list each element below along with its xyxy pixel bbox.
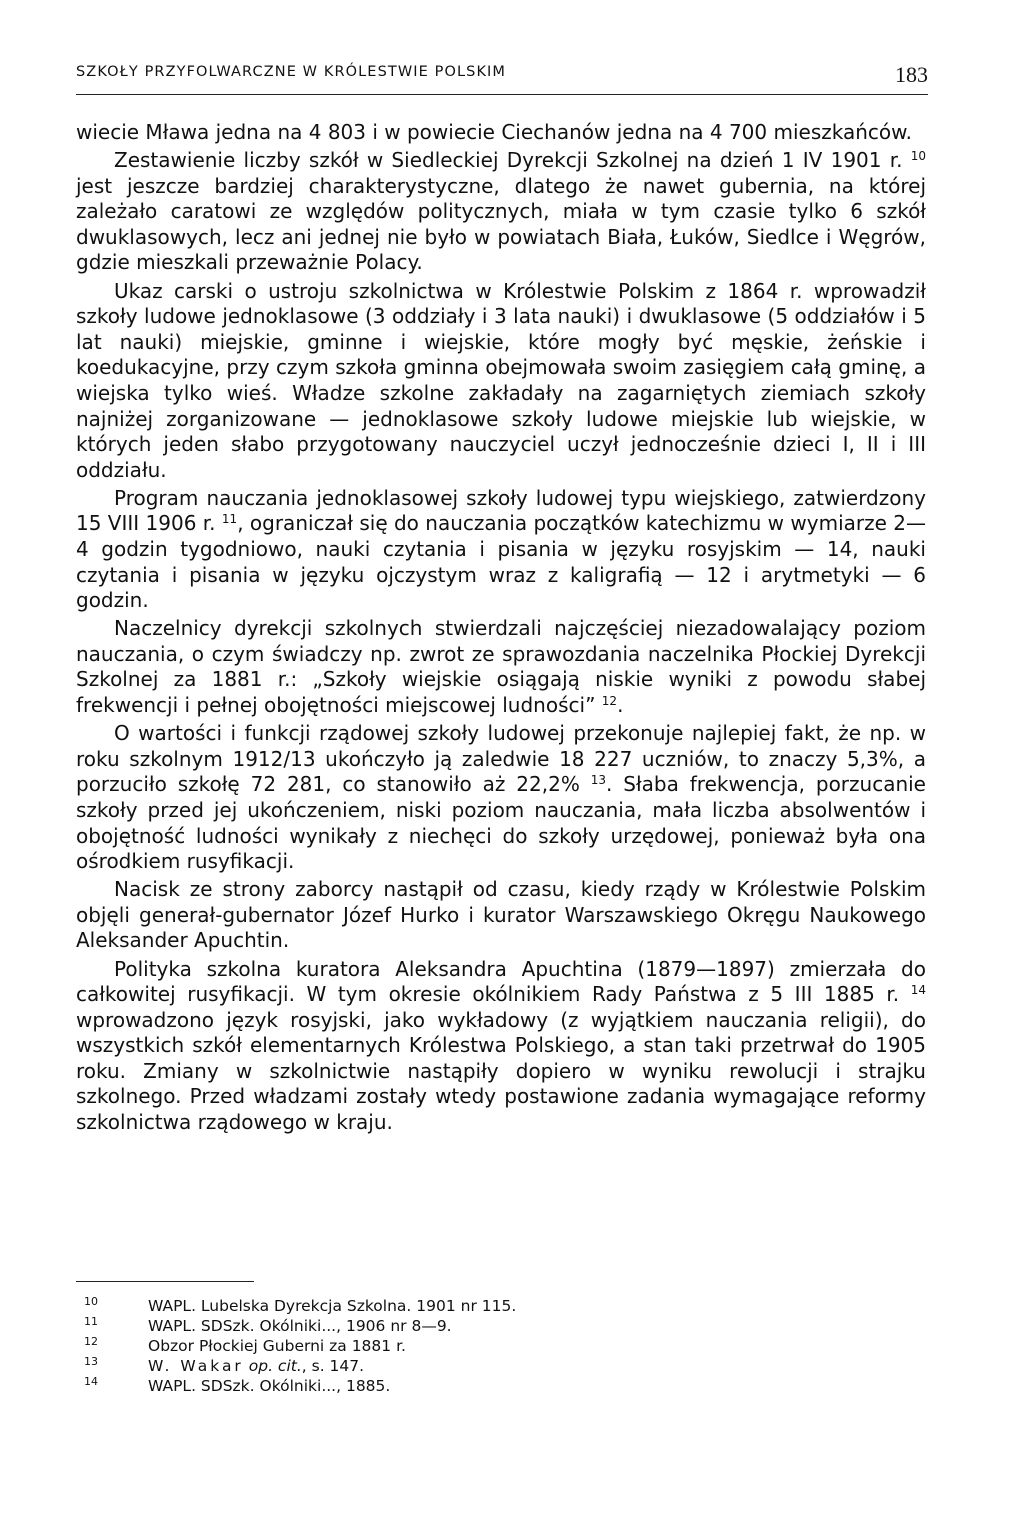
footnote-10	[76, 1296, 926, 1316]
footnote-ref-11: 11	[221, 512, 238, 527]
paragraph-text: jest jeszcze bardziej charakterystyczne, dlatego że nawet gubernia, na której zależało caratowi ze względów politycznych, miała w tym czasie tylko 6 szkół dwuklasowych, lecz ani jednej nie było w powiatach Biała, Łuków, Siedlce i Węgrów, gdzie mieszkali przeważnie Polacy.	[76, 173, 926, 275]
paragraph-text: Naczelnicy dyrekcji szkolnych stwierdzali najczęściej niezadowalający poziom nauczania, o czym świadczy np. zwrot ze sprawozdania naczelnika Płockiej Dyrekcji Szkolnej za 1881 r.: „Szkoły wiejskie osiągają niskie wyniki z powodu słabej frekwencji i pełnej obojętności miejscowej ludności”	[76, 616, 926, 718]
paragraph-1	[76, 120, 926, 146]
paragraph-text: Ukaz carski o ustroju szkolnictwa w Królestwie Polskim z 1864 r. wprowadził szkoły ludowe jednoklasowe (3 oddziały i 3 lata nauki) i dwuklasowe (5 oddziałów i 5 lat nauki) miejskie, gminne i wiejskie, które mogły być męskie, żeńskie i koedukacyjne, przy czym szkoła gminna obejmowała swoim zasięgiem całą gminę, a wiejska tylko wieś. Władze szkolne zakładały na zagarniętych ziemiach szkoły najniżej zorganizowane — jednoklasowe szkoły ludowe miejskie lub wiejskie, w których jeden słabo przygotowany nauczyciel uczył jednocześnie dzieci I, II i III oddziału.	[76, 278, 926, 482]
page-number: 183	[895, 62, 928, 87]
body-text	[76, 120, 926, 1138]
footnote-12	[76, 1336, 926, 1356]
paragraph-text: .	[617, 693, 624, 718]
page-header	[76, 56, 928, 96]
footnote-ref-10: 10	[910, 149, 927, 164]
paragraph-text: . Słaba frekwencja, porzucanie szkoły przed jej ukończeniem, niski poziom nauczania, mała liczba absolwentów i obojętność ludności wynikały z niechęci do szkoły urzędowej, ponieważ była ona ośrodkiem rusyfikacji.	[76, 772, 926, 874]
paragraph-text: Polityka szkolna kuratora Aleksandra Apuchtina (1879—1897) zmierzała do całkowitej rusyfikacji. W tym okresie okólnikiem Rady Państwa z 5 III 1885 r.	[76, 956, 926, 1007]
footnote-14	[76, 1376, 926, 1396]
footnote-text: WAPL. SDSzk. Okólniki..., 1885.	[148, 1377, 391, 1395]
paragraph-text: , ograniczał się do nauczania początków katechizmu w wymiarze 2—4 godzin tygodniowo, nauki czytania i pisania w języku rosyjskim — 14, nauki czytania i pisania w języku ojczystym wraz z kaligrafią — 12 i arytmetyki — 6 godzin.	[76, 511, 926, 613]
footnotes	[76, 1296, 926, 1396]
paragraph-2	[76, 148, 926, 276]
paragraph-6	[76, 721, 926, 875]
footnote-ref-14: 14	[910, 983, 927, 998]
footnote-number: 13	[84, 1355, 98, 1368]
paragraph-7	[76, 877, 926, 954]
footnote-13	[76, 1356, 926, 1376]
running-title: SZKOŁY PRZYFOLWARCZNE W KRÓLESTWIE POLSKIM	[76, 64, 507, 80]
footnote-number: 14	[84, 1375, 98, 1388]
paragraph-text: wiecie Mława jedna na 4 803 i w powiecie Ciechanów jedna na 4 700 mieszkańców.	[76, 120, 913, 144]
paragraph-5	[76, 616, 926, 718]
footnote-rule	[76, 1281, 254, 1282]
footnote-number: 11	[84, 1315, 98, 1328]
header-rule	[76, 94, 928, 95]
footnote-ref-13: 13	[590, 773, 607, 788]
paragraph-text: wprowadzono język rosyjski, jako wykładowy (z wyjątkiem nauczania religii), do wszystkich szkół elementarnych Królestwa Polskiego, a stan taki przetrwał do 1905 roku. Zmiany w szkolnictwie nastąpiły dopiero w wyniku rewolucji i strajku szkolnego. Przed władzami zostały wtedy postawione zadania wymagające reformy szkolnictwa rządowego w kraju.	[76, 1007, 926, 1135]
footnote-author: W. Wakar	[148, 1357, 244, 1375]
footnote-text: , s. 147.	[301, 1357, 365, 1375]
footnote-number: 12	[84, 1335, 98, 1348]
paragraph-text: Nacisk ze strony zaborcy nastąpił od czasu, kiedy rządy w Królestwie Polskim objęli generał-gubernator Józef Hurko i kurator Warszawskiego Okręgu Naukowego Aleksander Apuchtin.	[76, 877, 926, 953]
paragraph-8	[76, 957, 926, 1136]
footnote-text: WAPL. Lubelska Dyrekcja Szkolna. 1901 nr 115.	[148, 1297, 517, 1315]
paragraph-text: O wartości i funkcji rządowej szkoły ludowej przekonuje najlepiej fakt, że np. w roku szkolnym 1912/13 ukończyło ją zaledwie 18 227 uczniów, to znaczy 5,3%, a porzuciło szkołę 72 281, co stanowiło aż 22,2%	[76, 721, 926, 797]
paragraph-4	[76, 486, 926, 614]
footnote-text: Obzor Płockiej Guberni za 1881 r.	[148, 1337, 406, 1355]
footnote-text: WAPL. SDSzk. Okólniki..., 1906 nr 8—9.	[148, 1317, 452, 1335]
paragraph-text: Program nauczania jednoklasowej szkoły ludowej typu wiejskiego, zatwierdzony 15 VIII 1906 r.	[76, 485, 926, 536]
footnote-op-cit: op. cit.	[248, 1357, 302, 1375]
paragraph-text: Zestawienie liczby szkół w Siedleckiej Dyrekcji Szkolnej na dzień 1 IV 1901 r.	[114, 148, 903, 173]
footnote-11	[76, 1316, 926, 1336]
footnote-ref-12: 12	[601, 694, 618, 709]
footnote-number: 10	[84, 1295, 98, 1308]
paragraph-3	[76, 279, 926, 484]
